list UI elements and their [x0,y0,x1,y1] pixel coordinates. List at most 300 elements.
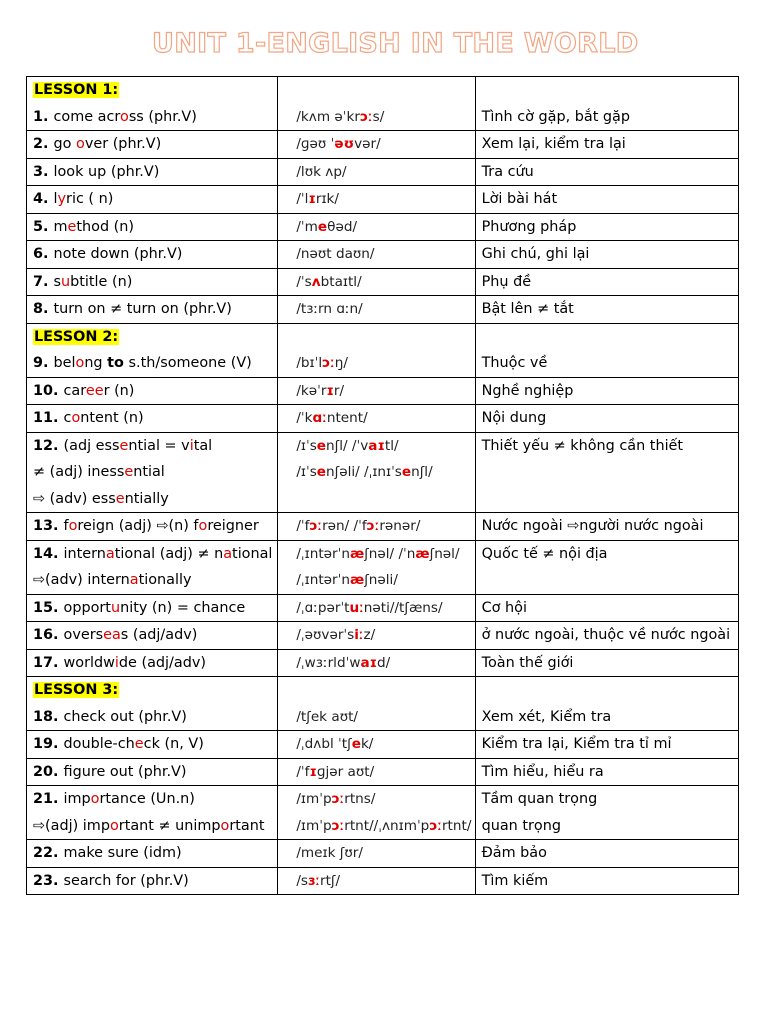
ipa-text: /nəʊt daʊn/ [296,246,375,262]
word-cell [27,513,278,541]
meaning-cell [475,268,738,296]
word-text: ⇨(adv) intern [33,572,130,588]
ipa-cell [278,268,475,296]
word-text: ntial = v [128,437,190,454]
stressed-letter: u [110,599,121,616]
word-text: ⇨ (adv) ess [33,490,116,507]
ipa-text: ʃnəl/ /ˈn [364,545,416,562]
meaning-text: Nội dung [481,410,547,426]
meaning-text: Ghi chú, ghi lại [481,246,590,262]
ipa-cell [278,594,475,622]
word-text: de (adj/adv) [118,654,206,671]
ipa-text: /ˈm [296,218,318,235]
word-text: l [53,191,58,207]
word-text: double-ch [63,736,135,752]
word-cell [27,432,278,513]
ipa-text: /ɡəʊ ˈ [296,136,335,152]
stressed-letter: o [71,410,81,426]
word-text: gure out (phr.V) [72,763,187,780]
vocab-row [27,540,739,594]
vocab-row [27,622,739,650]
ipa-text: ʃnəl/ [429,545,460,562]
item-number: 5. [33,218,54,235]
item-number: 20. [33,763,64,780]
word-text: ntially [124,490,169,507]
ipa-text: z/ [363,627,376,643]
word-cell [27,186,278,214]
stressed-letter: y [57,191,67,207]
stressed-letter: e [351,736,361,752]
ipa-cell [278,323,475,377]
word-text: f [63,763,73,780]
word-text: imp [63,791,91,807]
item-number: 2. [33,136,54,152]
word-text: car [63,382,86,399]
meaning-text: quan trọng [481,817,561,834]
stressed-letter: ɔː [429,817,442,834]
item-number: 6. [33,246,54,262]
ipa-cell [278,77,475,131]
stressed-letter: e [67,218,77,235]
vocab-row [27,649,739,677]
stressed-letter: ɔː [322,355,335,371]
vocab-row [27,405,739,433]
stressed-letter: o [120,108,129,125]
ipa-text: ŋ/ [334,355,348,371]
word-cell [27,786,278,840]
word-text: search for (phr.V) [63,872,189,889]
meaning-text: Quốc tế ≠ nội địa [481,545,608,562]
meaning-text: Lời bài hát [481,191,558,207]
meaning-text: Kiểm tra lại, Kiểm tra tỉ mỉ [481,736,672,752]
ipa-text: rtʃ/ [320,872,341,889]
stressed-letter: o [76,136,85,152]
item-number: 23. [33,872,64,889]
ipa-cell [278,731,475,759]
word-text: btitle (n) [70,273,133,290]
vocab-row [27,77,739,131]
item-number: 4. [33,191,54,207]
ipa-cell [278,377,475,405]
item-number: 9. [33,355,54,371]
item-number: 10. [33,382,64,399]
word-text: thod (n) [76,218,135,235]
ipa-cell [278,540,475,594]
item-number: 15. [33,599,64,616]
ipa-text: /ɪmˈp [296,817,332,834]
item-number: 8. [33,301,54,317]
stressed-letter: æ [349,545,365,562]
word-text: bel [53,355,76,371]
vocab-row [27,594,739,622]
word-text: overs [63,627,104,643]
vocab-row [27,158,739,186]
word-text: make sure (idm) [63,845,182,861]
word-cell [27,296,278,324]
word-text: c [63,410,72,426]
word-text: worldw [63,654,115,671]
vocab-row [27,186,739,214]
stressed-letter: i [189,437,194,454]
item-number: 12. [33,437,64,454]
word-text: m [53,218,68,235]
word-cell [27,77,278,131]
ipa-text: /ɪˈs [296,464,317,480]
vocab-row [27,432,739,513]
ipa-text: r/ [333,382,345,399]
word-text: check out (phr.V) [63,708,187,725]
ipa-text: /ˌɑːpərˈt [296,599,350,616]
word-text: ntial [133,464,165,480]
stressed-letter: əʊ [334,136,355,152]
meaning-text: Nước ngoài ⇨người nước ngoài [481,518,704,534]
item-number: 3. [33,163,54,180]
ipa-text: /ɪˈs [296,437,317,454]
ipa-text: /ˌdʌbl ˈtʃ [296,736,352,752]
meaning-text: Tìm hiểu, hiểu ra [481,763,604,780]
meaning-cell [475,677,738,731]
ipa-text: /ˌɪntərˈn [296,572,350,588]
vocab-row [27,758,739,786]
stressed-letter: ɔː [359,108,373,125]
ipa-text: nəti//tʃæns/ [363,599,443,616]
word-text: reigner [207,518,259,534]
ipa-text: rɪk/ [315,191,339,207]
word-cell [27,405,278,433]
word-text: f [63,518,69,534]
meaning-cell [475,622,738,650]
stressed-letter: æ [349,572,365,588]
ipa-cell [278,241,475,269]
vocab-row [27,296,739,324]
word-text: tional (adj) ≠ n [114,545,224,562]
word-text: turn on ≠ turn on (phr.V) [53,301,232,317]
ipa-text: θəd/ [327,218,358,235]
ipa-text: /lʊk ʌp/ [296,163,347,180]
word-cell [27,867,278,895]
meaning-cell [475,758,738,786]
stressed-letter: u [61,273,71,290]
stressed-letter: ɔː [331,817,345,834]
ipa-text: /kʌm əˈkr [296,108,360,125]
vocab-row [27,513,739,541]
ipa-text: rtnt//ˌʌnɪmˈp [344,817,430,834]
item-number: 21. [33,791,64,807]
vocab-row [27,131,739,159]
ipa-text: /ˈf [296,763,310,780]
meaning-cell [475,323,738,377]
word-text: ric ( n) [66,191,114,207]
stressed-letter: aɪ [360,654,378,671]
stressed-letter: ɪ [309,763,317,780]
stressed-letter: ɪ [308,191,316,207]
meaning-cell [475,405,738,433]
meaning-cell [475,186,738,214]
ipa-text: rənər/ [379,518,421,534]
stressed-letter: e [316,437,327,454]
ipa-text: ntent/ [326,410,368,426]
item-number: 14. [33,545,64,562]
ipa-cell [278,213,475,241]
stressed-letter: ɔː [309,518,323,534]
meaning-cell [475,377,738,405]
stressed-letter: iː [354,627,364,643]
word-text: tional [232,545,273,562]
stressed-letter: ʌ [311,273,321,290]
meaning-cell [475,432,738,513]
stressed-letter: e [401,464,412,480]
meaning-cell [475,513,738,541]
stressed-letter: a [223,545,233,562]
meaning-text: Nghề nghiệp [481,382,574,399]
stressed-letter: o [68,518,78,534]
stressed-letter: ea [103,627,121,643]
word-cell [27,241,278,269]
ipa-cell [278,867,475,895]
stressed-letter: ɔː [331,791,345,807]
ipa-text: nʃəli/ /ˌɪnɪˈs [326,464,402,480]
stressed-letter: o [90,791,100,807]
word-cell [27,594,278,622]
meaning-text: Tầm quan trọng [481,791,598,807]
meaning-cell [475,213,738,241]
word-text: intern [63,545,106,562]
stressed-letter: ɜː [308,872,321,889]
meaning-cell [475,296,738,324]
ipa-cell [278,758,475,786]
vocab-row [27,323,739,377]
meaning-cell [475,786,738,840]
meaning-text: Tra cứu [481,163,534,180]
word-text: ck (n, V) [143,736,204,752]
ipa-cell [278,622,475,650]
word-cell [27,622,278,650]
stressed-letter: i [114,654,119,671]
item-number: 19. [33,736,64,752]
item-number: 18. [33,708,64,725]
item-number: 1. [33,108,54,125]
meaning-cell [475,540,738,594]
word-cell [27,840,278,868]
meaning-cell [475,594,738,622]
word-text: note down (phr.V) [53,246,183,262]
ipa-text: rən/ /ˈf [322,518,367,534]
ipa-text: /tɜːrn ɑːn/ [296,301,363,317]
stressed-letter: e [115,490,125,507]
stressed-letter: ɪ [326,382,334,399]
ipa-text: /ˈl [296,191,309,207]
ipa-text: rtnt/ [441,817,472,834]
ipa-text: d/ [377,654,391,671]
ipa-text: /tʃek aʊt/ [296,708,359,725]
vocab-row [27,786,739,840]
item-number: 11. [33,410,64,426]
vocab-row [27,731,739,759]
ipa-cell [278,677,475,731]
stressed-letter: uː [349,599,364,616]
ipa-text: /ˈk [296,410,313,426]
ipa-cell [278,296,475,324]
word-text: tionally [138,572,192,588]
word-text: ≠ (adj) iness [33,464,125,480]
word-cell [27,213,278,241]
stressed-letter: e [124,464,134,480]
word-cell [27,649,278,677]
meaning-text: Toàn thế giới [481,654,574,671]
word-text: reign (adj) ⇨(n) f [77,518,199,534]
stressed-letter: ee [85,382,104,399]
stressed-letter: e [317,218,328,235]
stressed-letter: a [129,572,139,588]
ipa-cell [278,405,475,433]
meaning-cell [475,867,738,895]
stressed-letter: e [316,464,327,480]
word-text: opport [63,599,111,616]
word-text: ⇨(adj) imp [33,817,110,834]
stressed-letter: a [105,545,115,562]
meaning-text: Tìm kiếm [481,872,549,889]
meaning-cell [475,649,738,677]
stressed-letter: o [109,817,119,834]
word-text: s [53,273,61,290]
meaning-text: Xem lại, kiểm tra lại [481,136,626,152]
ipa-cell [278,131,475,159]
ipa-cell [278,786,475,840]
meaning-text: Bật lên ≠ tắt [481,301,574,317]
item-number: 22. [33,845,64,861]
lesson-heading: LESSON 3: [34,682,119,698]
word-cell [27,131,278,159]
ipa-text: /ˌɪntərˈn [296,545,350,562]
vocab-row [27,213,739,241]
ipa-text: nʃl/ /ˈv [326,437,369,454]
ipa-text: btaɪtl/ [320,273,362,290]
ipa-cell [278,513,475,541]
stressed-letter: aɪ [368,437,385,454]
ipa-cell [278,158,475,186]
vocab-row [27,840,739,868]
meaning-text: Đảm bảo [481,845,547,861]
ipa-text: /ˈf [296,518,310,534]
word-text: ntent (n) [80,410,144,426]
word-cell [27,323,278,377]
ipa-text: k/ [360,736,374,752]
meaning-text: Thuộc về [481,355,548,371]
ipa-text: /kəˈr [296,382,327,399]
vocab-row [27,377,739,405]
lesson-heading: LESSON 2: [34,328,119,345]
stressed-letter: e [134,736,144,752]
word-text: rtance (Un.n) [99,791,195,807]
ipa-text: ɡjər aʊt/ [316,763,375,780]
word-text: s.th/someone (V) [123,355,252,371]
word-text: ng [84,355,108,371]
stressed-letter: o [220,817,230,834]
word-text: (adj ess [63,437,120,454]
meaning-cell [475,131,738,159]
meaning-cell [475,158,738,186]
meaning-text: Thiết yếu ≠ không cần thiết [481,437,684,454]
stressed-letter: ɑː [312,410,327,426]
item-number: 17. [33,654,64,671]
vocab-row [27,268,739,296]
word-text: rtant [229,817,265,834]
word-cell [27,540,278,594]
word-text: rtant ≠ unimp [118,817,221,834]
word-text: ss (phr.V) [128,108,197,125]
word-cell [27,158,278,186]
item-number: 16. [33,627,64,643]
word-cell [27,758,278,786]
meaning-text: Tình cờ gặp, bắt gặp [481,108,630,125]
vocab-row [27,677,739,731]
vocabulary-table [26,76,739,895]
ipa-text: /ˌəʊvərˈs [296,627,355,643]
stressed-letter: o [198,518,208,534]
ipa-text: /bɪˈl [296,355,323,371]
ipa-text: /meɪk ʃʊr/ [296,845,363,861]
ipa-text: /s [296,872,309,889]
ipa-text: s/ [372,108,385,125]
word-cell [27,377,278,405]
ipa-cell [278,649,475,677]
ipa-text: /ɪmˈp [296,791,332,807]
meaning-text: ở nước ngoài, thuộc về nước ngoài [481,627,731,643]
ipa-text: /ˈs [296,273,312,290]
stressed-letter: e [119,437,129,454]
meaning-text: Xem xét, Kiểm tra [481,708,612,725]
page-title: UNIT 1-ENGLISH IN THE WORLD [152,28,639,59]
word-text: tal [193,437,213,454]
word-text: come acr [53,108,120,125]
bold-word: to [107,355,124,371]
ipa-text: /ˌwɜːrldˈw [296,654,361,671]
meaning-cell [475,77,738,131]
ipa-text: tl/ [384,437,399,454]
word-text: s (adj/adv) [120,627,198,643]
ipa-text: rtns/ [344,791,376,807]
stressed-letter: o [75,355,85,371]
ipa-cell [278,432,475,513]
ipa-text: ʃnəli/ [364,572,398,588]
vocab-row [27,867,739,895]
word-cell [27,268,278,296]
word-text: nity (n) = chance [120,599,246,616]
word-text: look up (phr.V) [53,163,160,180]
meaning-cell [475,731,738,759]
item-number: 7. [33,273,54,290]
word-text: go [53,136,77,152]
item-number: 13. [33,518,64,534]
meaning-cell [475,840,738,868]
word-cell [27,731,278,759]
ipa-cell [278,186,475,214]
meaning-text: Cơ hội [481,599,527,616]
ipa-text: vər/ [354,136,381,152]
vocab-row [27,241,739,269]
meaning-cell [475,241,738,269]
lesson-heading: LESSON 1: [34,82,119,98]
word-text: ver (phr.V) [84,136,162,152]
stressed-letter: æ [415,545,430,562]
meaning-text: Phương pháp [481,218,577,235]
word-cell [27,677,278,731]
stressed-letter: ɔː [366,518,380,534]
ipa-cell [278,840,475,868]
meaning-text: Phụ đề [481,273,532,290]
word-text: r (n) [103,382,135,399]
ipa-text: nʃl/ [411,464,433,480]
